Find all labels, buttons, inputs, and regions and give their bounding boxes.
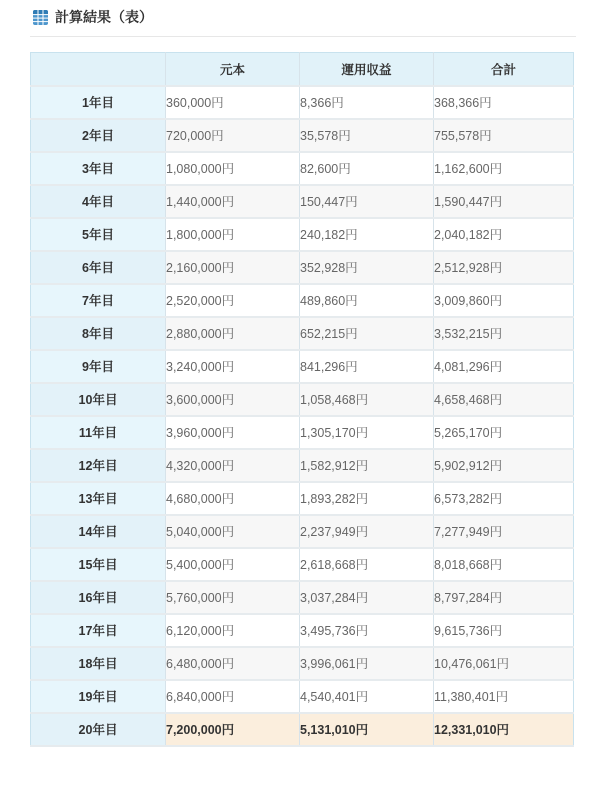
cell-total: 8,018,668円 <box>434 548 574 581</box>
table-icon <box>33 10 48 25</box>
table-row <box>31 449 574 482</box>
column-header-total: 合計 <box>434 53 574 86</box>
header-row <box>31 53 574 86</box>
row-header-year: 6年目 <box>31 251 166 284</box>
table-row <box>31 218 574 251</box>
cell-profit: 489,860円 <box>300 284 434 317</box>
cell-principal: 6,840,000円 <box>166 680 300 713</box>
row-header-year: 8年目 <box>31 317 166 350</box>
cell-profit: 3,037,284円 <box>300 581 434 614</box>
cell-principal: 5,400,000円 <box>166 548 300 581</box>
cell-total: 2,512,928円 <box>434 251 574 284</box>
cell-principal: 1,800,000円 <box>166 218 300 251</box>
table-row <box>31 713 574 746</box>
cell-total: 7,277,949円 <box>434 515 574 548</box>
results-table-body <box>31 86 574 746</box>
cell-total: 1,162,600円 <box>434 152 574 185</box>
table-row <box>31 680 574 713</box>
row-header-year: 14年目 <box>31 515 166 548</box>
row-header-year: 12年目 <box>31 449 166 482</box>
cell-profit: 1,893,282円 <box>300 482 434 515</box>
table-row <box>31 86 574 119</box>
row-header-year: 18年目 <box>31 647 166 680</box>
row-header-year: 16年目 <box>31 581 166 614</box>
table-row <box>31 515 574 548</box>
cell-profit: 3,495,736円 <box>300 614 434 647</box>
cell-profit: 150,447円 <box>300 185 434 218</box>
cell-profit: 2,237,949円 <box>300 515 434 548</box>
cell-principal: 720,000円 <box>166 119 300 152</box>
cell-total: 4,081,296円 <box>434 350 574 383</box>
cell-profit: 3,996,061円 <box>300 647 434 680</box>
cell-principal: 3,600,000円 <box>166 383 300 416</box>
table-row <box>31 482 574 515</box>
row-header-year: 3年目 <box>31 152 166 185</box>
cell-profit: 652,215円 <box>300 317 434 350</box>
cell-total: 1,590,447円 <box>434 185 574 218</box>
row-header-year: 13年目 <box>31 482 166 515</box>
divider <box>30 36 576 37</box>
table-row <box>31 416 574 449</box>
cell-profit: 5,131,010円 <box>300 713 434 746</box>
cell-profit: 8,366円 <box>300 86 434 119</box>
cell-principal: 5,040,000円 <box>166 515 300 548</box>
cell-principal: 1,440,000円 <box>166 185 300 218</box>
row-header-year: 19年目 <box>31 680 166 713</box>
cell-total: 8,797,284円 <box>434 581 574 614</box>
table-row <box>31 647 574 680</box>
cell-total: 4,658,468円 <box>434 383 574 416</box>
cell-principal: 6,120,000円 <box>166 614 300 647</box>
cell-total: 5,265,170円 <box>434 416 574 449</box>
row-header-year: 1年目 <box>31 86 166 119</box>
row-header-year: 2年目 <box>31 119 166 152</box>
cell-principal: 4,680,000円 <box>166 482 300 515</box>
column-header-principal: 元本 <box>166 53 300 86</box>
cell-principal: 7,200,000円 <box>166 713 300 746</box>
cell-principal: 5,760,000円 <box>166 581 300 614</box>
cell-total: 3,009,860円 <box>434 284 574 317</box>
cell-principal: 3,240,000円 <box>166 350 300 383</box>
table-row <box>31 251 574 284</box>
table-row <box>31 383 574 416</box>
cell-total: 755,578円 <box>434 119 574 152</box>
cell-total: 2,040,182円 <box>434 218 574 251</box>
table-row <box>31 119 574 152</box>
section-title-text: 計算結果（表） <box>55 9 153 25</box>
row-header-year: 7年目 <box>31 284 166 317</box>
cell-total: 3,532,215円 <box>434 317 574 350</box>
row-header-year: 10年目 <box>31 383 166 416</box>
cell-profit: 1,058,468円 <box>300 383 434 416</box>
column-header-returns: 運用収益 <box>300 53 434 86</box>
cell-profit: 82,600円 <box>300 152 434 185</box>
cell-total: 5,902,912円 <box>434 449 574 482</box>
row-header-year: 11年目 <box>31 416 166 449</box>
cell-profit: 1,305,170円 <box>300 416 434 449</box>
cell-principal: 360,000円 <box>166 86 300 119</box>
table-row <box>31 185 574 218</box>
table-row <box>31 614 574 647</box>
cell-total: 10,476,061円 <box>434 647 574 680</box>
cell-profit: 1,582,912円 <box>300 449 434 482</box>
row-header-year: 9年目 <box>31 350 166 383</box>
cell-profit: 4,540,401円 <box>300 680 434 713</box>
cell-profit: 2,618,668円 <box>300 548 434 581</box>
cell-profit: 841,296円 <box>300 350 434 383</box>
table-row <box>31 548 574 581</box>
table-row <box>31 317 574 350</box>
cell-total: 11,380,401円 <box>434 680 574 713</box>
cell-profit: 35,578円 <box>300 119 434 152</box>
row-header-year: 5年目 <box>31 218 166 251</box>
cell-principal: 4,320,000円 <box>166 449 300 482</box>
cell-principal: 2,520,000円 <box>166 284 300 317</box>
cell-total: 12,331,010円 <box>434 713 574 746</box>
results-table <box>30 52 574 747</box>
column-header-year <box>31 53 166 86</box>
cell-principal: 6,480,000円 <box>166 647 300 680</box>
cell-principal: 1,080,000円 <box>166 152 300 185</box>
table-row <box>31 350 574 383</box>
row-header-year: 20年目 <box>31 713 166 746</box>
cell-total: 368,366円 <box>434 86 574 119</box>
cell-total: 6,573,282円 <box>434 482 574 515</box>
table-row <box>31 581 574 614</box>
cell-principal: 2,880,000円 <box>166 317 300 350</box>
cell-total: 9,615,736円 <box>434 614 574 647</box>
row-header-year: 15年目 <box>31 548 166 581</box>
section-title <box>0 0 600 27</box>
table-row <box>31 152 574 185</box>
cell-principal: 3,960,000円 <box>166 416 300 449</box>
row-header-year: 4年目 <box>31 185 166 218</box>
row-header-year: 17年目 <box>31 614 166 647</box>
cell-profit: 352,928円 <box>300 251 434 284</box>
cell-profit: 240,182円 <box>300 218 434 251</box>
table-row <box>31 284 574 317</box>
cell-principal: 2,160,000円 <box>166 251 300 284</box>
